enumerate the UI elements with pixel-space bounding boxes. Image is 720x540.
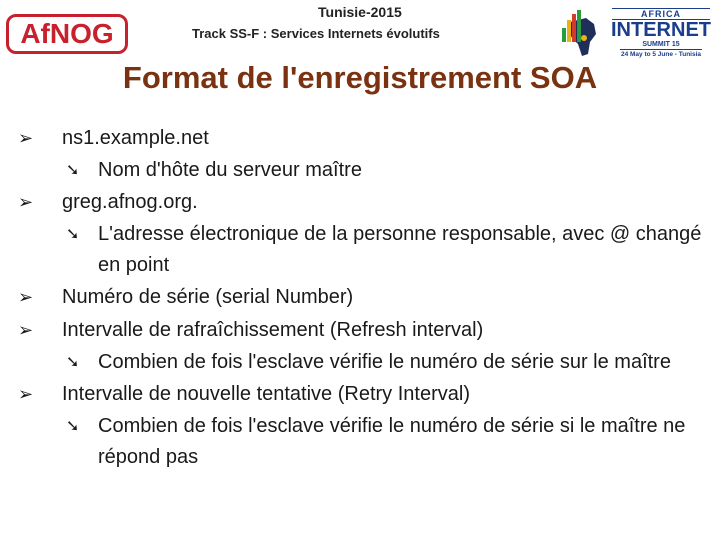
arrowhead-bullet-icon: ➢: [18, 192, 34, 212]
sub-bullet-text: Combien de fois l'esclave vérifie le numéro de série sur le maître: [98, 351, 671, 373]
bullet-item: [18, 281, 718, 314]
africa-internet-summit-logo: [560, 2, 716, 64]
summit-internet-label: INTERNET: [611, 19, 711, 41]
event-location-year: Tunisie-2015: [318, 4, 402, 20]
sub-bullet-text: L'adresse électronique de la personne responsable, avec @ changé en point: [98, 223, 702, 276]
sub-bullet-text: Nom d'hôte du serveur maître: [98, 159, 362, 181]
bullet-text: greg.afnog.org.: [62, 191, 198, 213]
arrowhead-bullet-icon: ➢: [18, 384, 34, 404]
bullet-text: Intervalle de rafraîchissement (Refresh interval): [62, 319, 484, 341]
summit-africa-label: AFRICA: [612, 8, 710, 20]
down-right-arrow-bullet-icon: ➘: [66, 226, 80, 243]
summit-dates-label: 24 May to 5 June - Tunisia: [620, 51, 702, 58]
summit-year-label: SUMMIT 15: [620, 40, 702, 50]
down-right-arrow-bullet-icon: ➘: [66, 418, 80, 435]
bullet-item: [18, 378, 718, 473]
bullet-item: [18, 314, 718, 378]
bullet-item: [18, 186, 718, 281]
track-title: Track SS-F : Services Internets évolutifs: [192, 26, 440, 41]
bullet-text: Intervalle de nouvelle tentative (Retry Interval): [62, 383, 470, 405]
afnog-logo: AfNOG: [6, 14, 128, 54]
arrowhead-bullet-icon: ➢: [18, 128, 34, 148]
bullet-text: Numéro de série (serial Number): [62, 286, 354, 308]
slide-content: [18, 122, 718, 473]
down-right-arrow-bullet-icon: ➘: [66, 354, 80, 371]
slide-title: Format de l'enregistrement SOA: [122, 60, 598, 95]
arrowhead-bullet-icon: ➢: [18, 287, 34, 307]
arrowhead-bullet-icon: ➢: [18, 320, 34, 340]
bullet-text: ns1.example.net: [62, 127, 209, 149]
bullet-item: [18, 122, 718, 186]
africa-map-emblem-icon: [560, 8, 604, 60]
sub-bullet-text: Combien de fois l'esclave vérifie le numéro de série si le maître ne répond pas: [98, 415, 686, 468]
down-right-arrow-bullet-icon: ➘: [66, 162, 80, 179]
